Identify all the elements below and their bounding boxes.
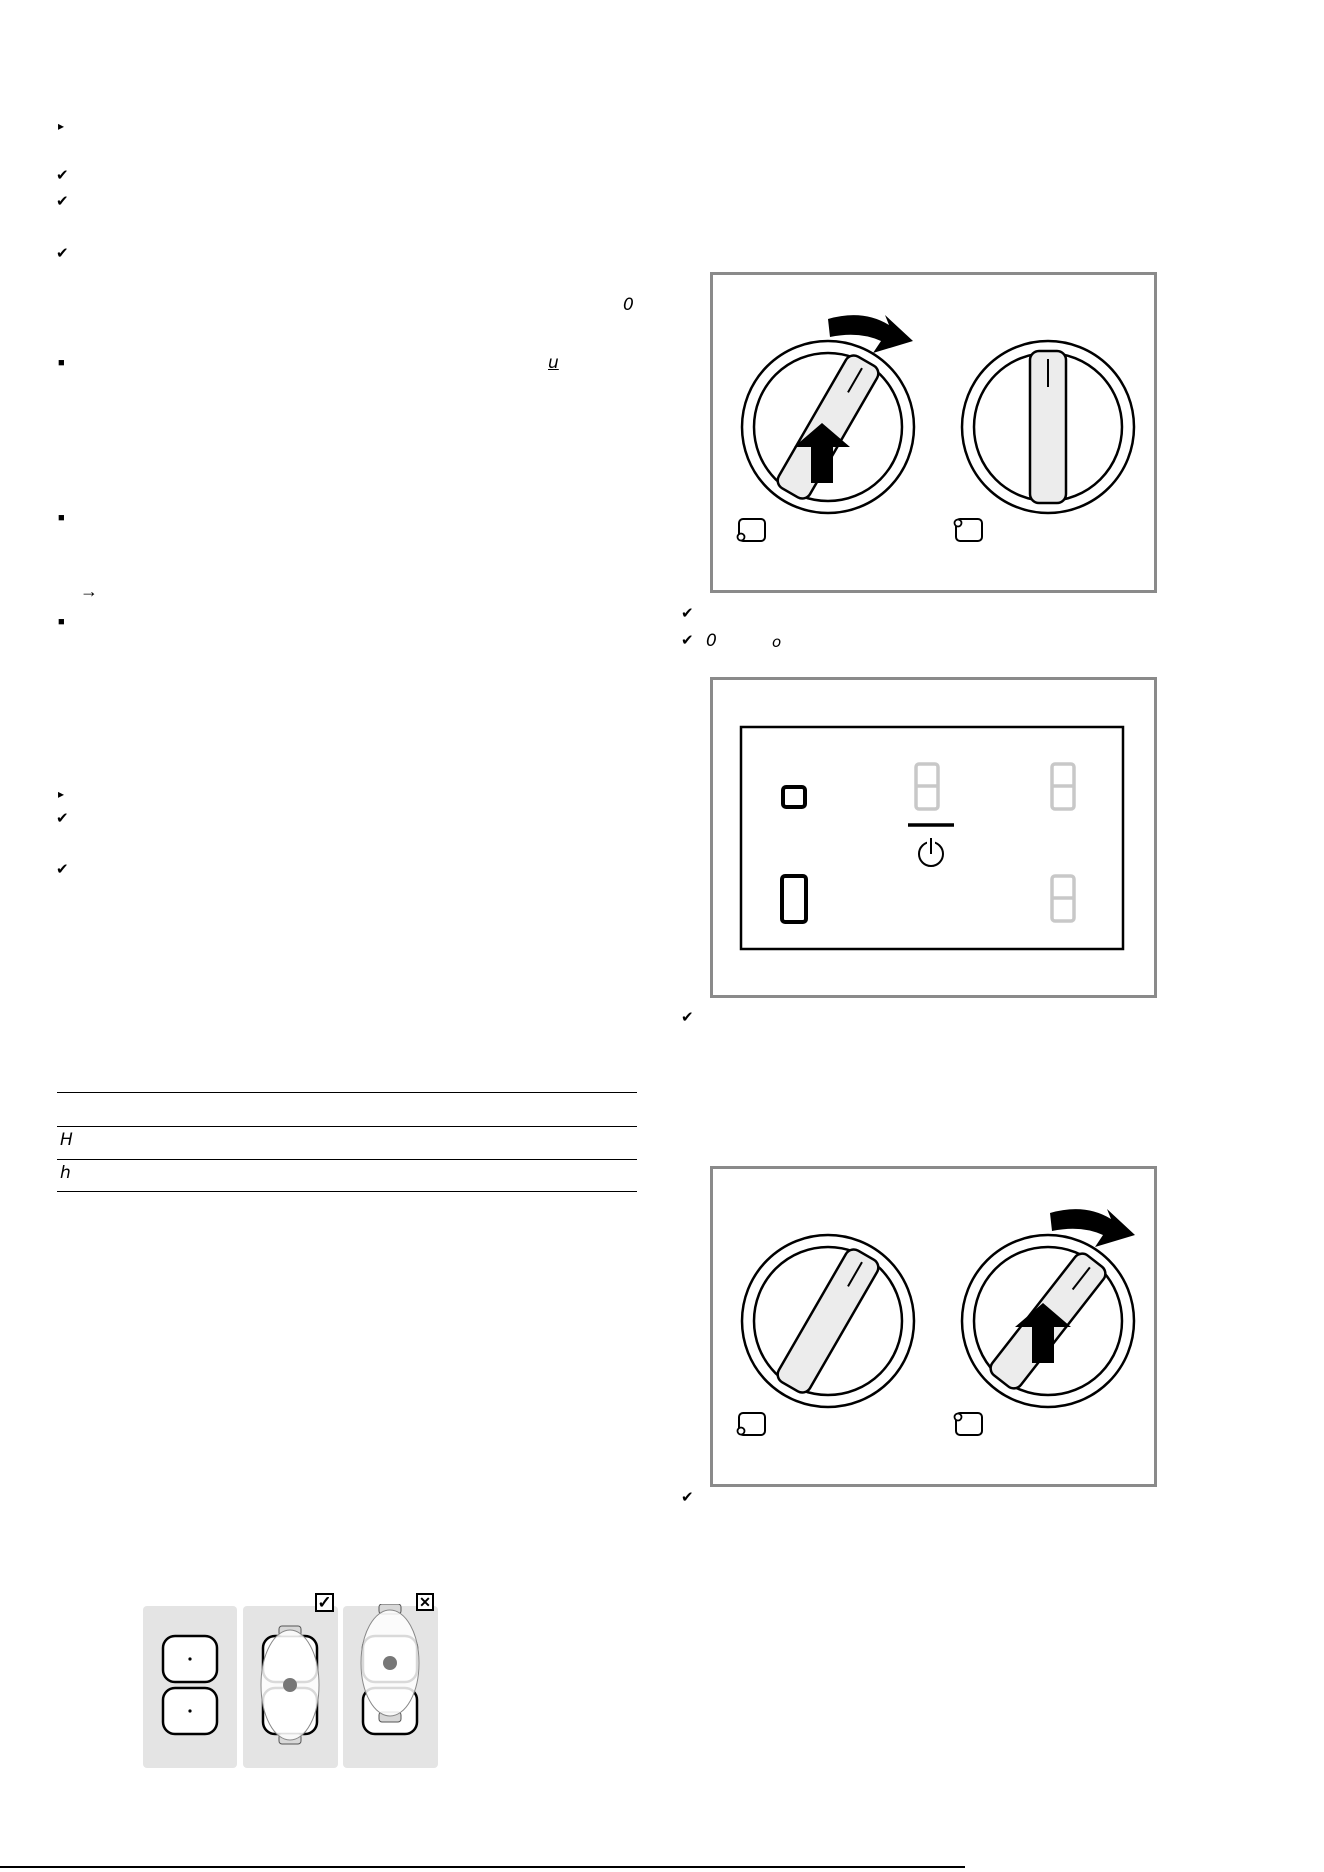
- display-code-small-o: o: [772, 633, 782, 651]
- page-bottom-rule: [0, 1866, 965, 1868]
- table-cell-code-H: H: [60, 1130, 73, 1150]
- triangle-bullet-icon: ▸: [58, 787, 65, 801]
- check-bullet-icon: ✔: [681, 1489, 694, 1506]
- check-bullet-icon: ✔: [56, 245, 69, 262]
- check-bullet-icon: ✔: [681, 1009, 694, 1026]
- check-bullet-icon: ✔: [681, 605, 694, 622]
- check-bullet-icon: ✔: [681, 632, 694, 649]
- square-bullet-icon: ■: [58, 512, 65, 524]
- figure-right-knob-turned: [710, 1166, 1157, 1487]
- display-code-zero: 0: [706, 631, 717, 651]
- figure-left-knob-turned: [710, 272, 1157, 593]
- display-code-zero: 0: [623, 295, 634, 315]
- table-rule: [57, 1159, 637, 1160]
- cookware-placement-illustration: [140, 1604, 440, 1769]
- table-rule: [57, 1191, 637, 1192]
- check-bullet-icon: ✔: [56, 193, 69, 210]
- square-bullet-icon: ■: [58, 616, 65, 628]
- square-bullet-icon: ■: [58, 357, 65, 369]
- table-rule: [57, 1092, 637, 1093]
- check-bullet-icon: ✔: [56, 861, 69, 878]
- table-cell-code-h: h: [60, 1163, 71, 1183]
- table-rule: [57, 1126, 637, 1127]
- correct-checkmark-icon: ✓: [315, 1593, 334, 1612]
- check-bullet-icon: ✔: [56, 167, 69, 184]
- figure-control-display: [710, 677, 1157, 998]
- incorrect-cross-icon: ✕: [416, 1593, 434, 1611]
- arrow-icon: →: [80, 581, 98, 601]
- check-bullet-icon: ✔: [56, 810, 69, 827]
- triangle-bullet-icon: ▸: [58, 119, 65, 133]
- display-code-u: u: [548, 353, 559, 373]
